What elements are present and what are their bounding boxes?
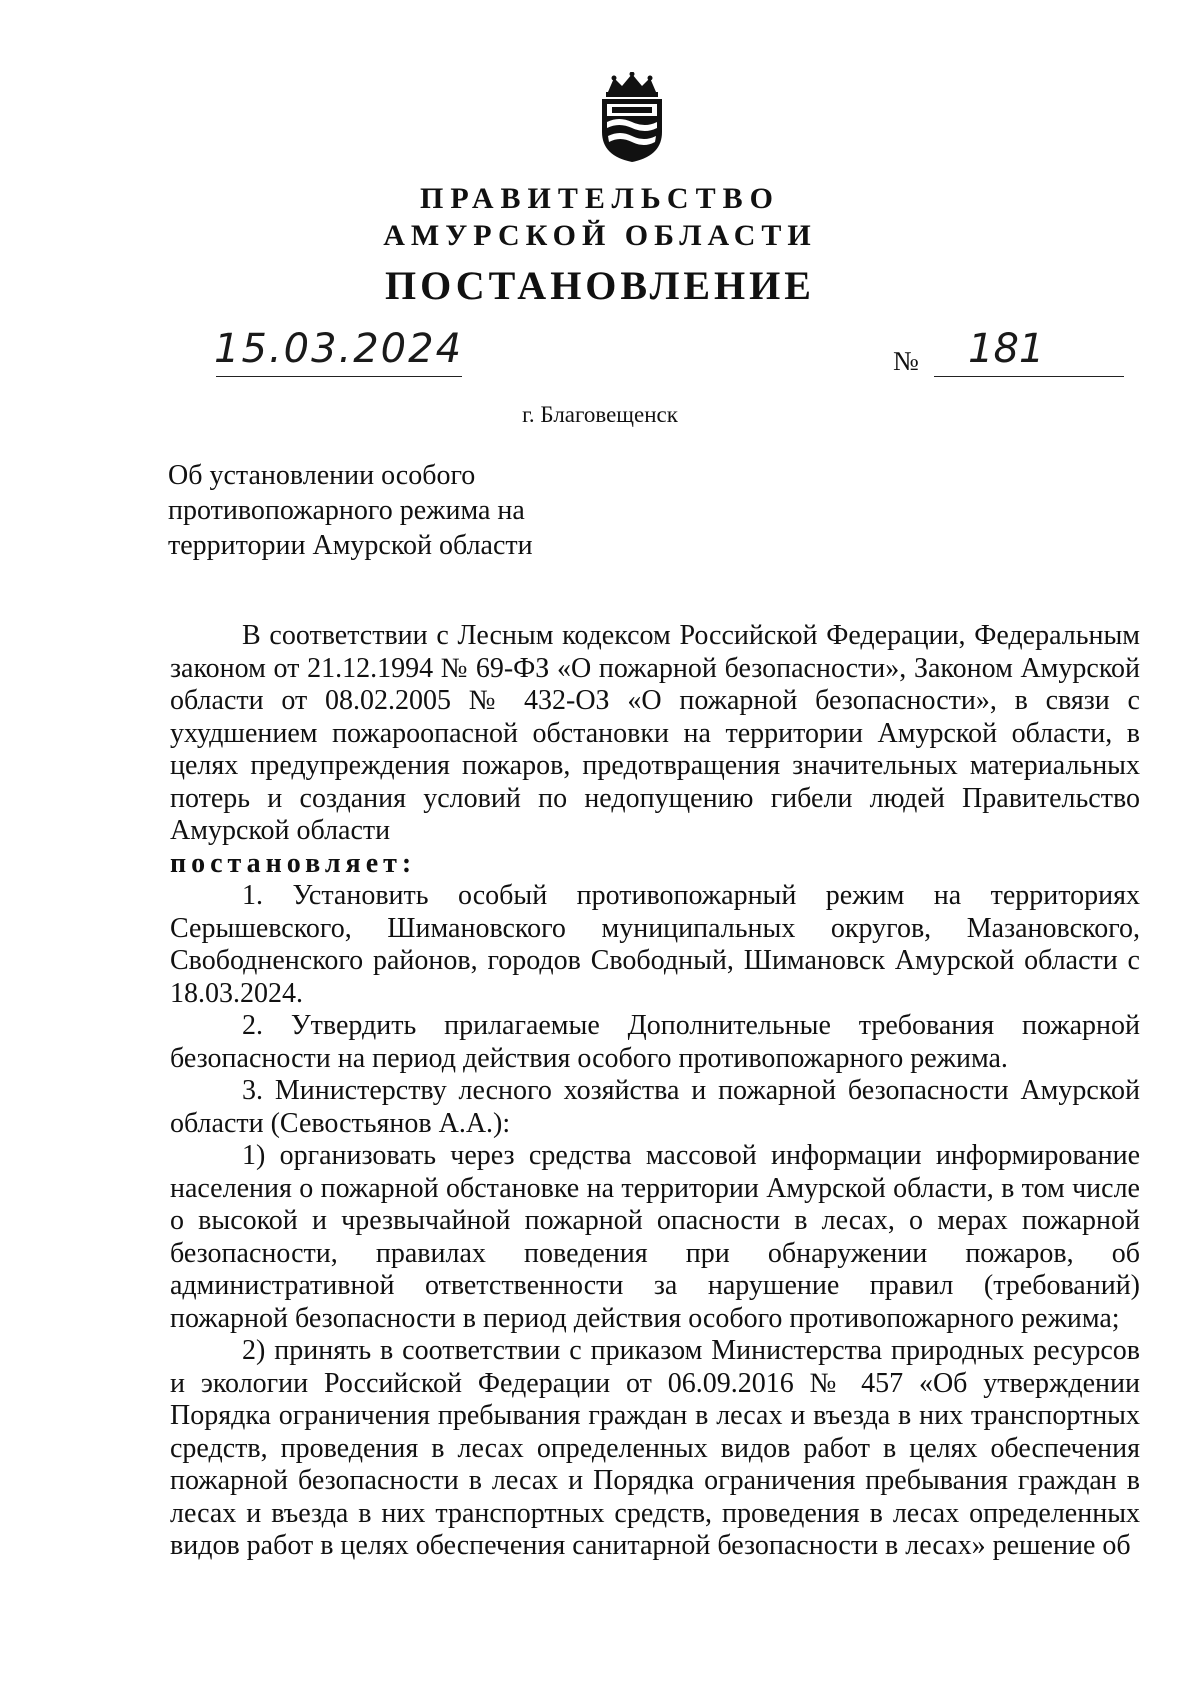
subject-line: противопожарного режима на [168,495,525,526]
document-body [170,620,1140,1563]
item-paragraph: 2. Утвердить прилагаемые Дополнительные требования пожарной безопасности на период действия особого противопожарного режима. [170,1010,1140,1074]
government-title: ПРАВИТЕЛЬСТВО [420,182,780,215]
document-type-title: ПОСТАНОВЛЕНИЕ [385,263,815,308]
resolves-heading: постановляет: [170,847,417,879]
subject-line: Об установлении особого [168,460,476,491]
document-subject [168,458,533,563]
subject-line: территории Амурской области [168,530,533,561]
region-title: АМУРСКОЙ ОБЛАСТИ [383,219,817,252]
number-label: № [893,346,919,376]
subitem-paragraph: 2) принять в соответствии с приказом Министерства природных ресурсов и экологии Российской Федерации от 06.09.2016 № 457 «Об утверждении Порядка ограничения пребывания граждан в лесах и въезда в них транспортных средств, проведения в лесах определенных видов работ в целях обеспечения пожарной безопасности в лесах и Порядка ограничения пребывания граждан в лесах и въезда в них транспортных средств, проведения в лесах определенных видов работ в целях обеспечения санитарной безопасности в лесах» решение об [170,1335,1140,1561]
handwritten-number: 181 [968,326,1045,372]
city-name: г. Благовещенск [522,402,678,427]
coat-of-arms-emblem [594,72,670,164]
preamble-paragraph: В соответствии с Лесным кодексом Российской Федерации, Федеральным законом от 21.12.1994 № 69-ФЗ «О пожарной безопасности», Законом Амурской области от 08.02.2005 № 432-ОЗ «О пожарной безопасности», в связи с ухудшением пожароопасной обстановки на территории Амурской области, в целях предупреждения пожаров, предотвращения значительных материальных потерь и создания условий по недопущению гибели людей Правительство Амурской области [170,620,1140,846]
item-paragraph: 1. Установить особый противопожарный режим на территориях Серышевского, Шимановского муниципальных округов, Мазановского, Свободненского районов, городов Свободный, Шимановск Амурской области с 18.03.2024. [170,880,1140,1009]
handwritten-date: 15.03.2024 [214,326,464,372]
subitem-paragraph: 1) организовать через средства массовой информации информирование населения о пожарной обстановке на территории Амурской области, в том числе о высокой и чрезвычайной пожарной опасности в лесах, о мерах пожарной безопасности, правилах поведения при обнаружении пожаров, об административной ответственности за нарушение правил (требований) пожарной безопасности в период действия особого противопожарного режима; [170,1140,1140,1334]
item-paragraph: 3. Министерству лесного хозяйства и пожарной безопасности Амурской области (Севостьянов А.А.): [170,1075,1140,1139]
